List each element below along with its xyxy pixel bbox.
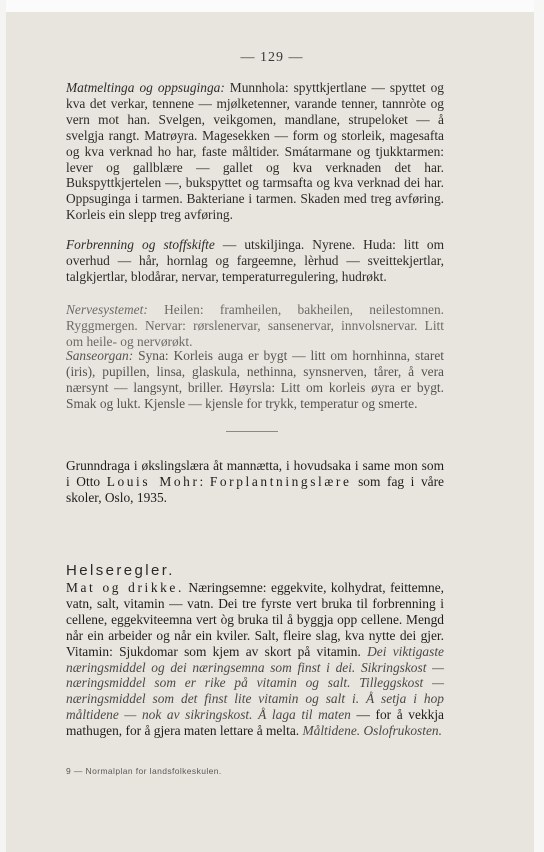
text-run: : <box>199 473 210 489</box>
paragraph-digestion <box>66 80 444 223</box>
paragraph-metabolism <box>66 237 444 285</box>
paragraph-nervous-system <box>66 302 444 350</box>
paragraph-food-and-drink <box>66 580 444 739</box>
paragraph-body: Heilen: framheilen, bakheilen, neilestomnen. Ryggmergen. Nervar: rørslenervar, sansenervar, innvolsnervar. Litt om heile- og nervørøkt. <box>66 302 444 349</box>
paragraph-body: Næringsemne: eggekvite, kolhydrat, feittemne, vatn, salt, vitamin — vatn. Dei tre fyrste vert bruka til forbrenning i cellene, eggekviteemna vert òg bruka til å byggja opp cellene. Mengd når ein arbeider og når ein kviler. Salt, fleire slag, kva nytte dei gjer. Vitamin: Sjukdomar som kjem av skort på vitamin. <box>66 580 444 659</box>
text-run: Grunndraga i økslingslæra åt mannætta, i hovudsaka i same mon som i Otto <box>66 458 444 489</box>
paragraph-lead: Matmeltinga og oppsuginga: <box>66 80 225 95</box>
book-title: Forplantningslære <box>209 473 352 489</box>
text-run: som fag i våre skoler, Oslo, 1935. <box>66 473 444 505</box>
paragraph-lead: Sanseorgan: <box>66 348 134 363</box>
scan-border-left <box>0 0 6 852</box>
paragraph-body: — utskiljinga. Nyrene. Huda: litt om overhud — hår, hornlag og fargeemne, lèrhud — sveittekjertlar, talgkjertlar, blodårar, nervar, temperaturregulering, hudrøkt. <box>66 237 444 284</box>
paragraph-body: Munnhola: spyttkjertlane — spyttet og kva det verkar, tennene — mjølketenner, varande tenner, tannròte og vern mot han. Svelgen, veikgomen, mandlane, strupeloket — å svelgja rangt. Matrøyra. Magesekken — form og storleik, magesafta og kva verknad ho har, faste måltider. Smátarmane og tjukktarmen: lever og gallblære — gallet og kva verknaden det har. Bukspyttkjertelen —, bukspyttet og tarmsafta og kva verknad dei har. Oppsuginga i tarmen. Bakteriane i tarmen. Skaden med treg avføring. Korleis ein slepp treg avføring. <box>66 80 444 223</box>
section-divider <box>226 431 278 432</box>
footnote: 9 — Normalplan for landsfolkeskulen. <box>66 766 222 776</box>
scan-border-top <box>0 0 544 12</box>
paragraph-lead: Mat og drikke. <box>66 580 184 595</box>
paragraph-body: — for å vekkja mathugen, for å gjera maten lettare å melta. <box>66 707 444 739</box>
author-name: Louis Mohr <box>106 473 200 489</box>
paragraph-body: Syna: Korleis auga er bygt — litt om hornhinna, staret (iris), pupillen, linsa, glaskula, nethinna, synsnerven, tårer, å vera nærsynt — langsynt, briller. Høyrsla: Litt om korleis øyra er bygt. Smak og lukt. Kjensle — kjensle for trykk, temperatur og smerte. <box>66 348 444 411</box>
italic-run: Måltidene. Oslofrukosten. <box>302 723 442 739</box>
paragraph-sense-organs <box>66 348 444 412</box>
italic-run: Dei viktigaste næringsmiddel og dei næringsemna som finst i dei. Sikringskost — næringsmiddel som er rike på vitamin og salt. Tilleggskost — næringsmiddel som det finst lite vitamin og salt i. Å setja i hop måltidene — nok av sikringskost. Å laga til maten <box>66 643 445 723</box>
paragraph-heredity <box>66 458 444 506</box>
scan-border-right <box>534 0 544 852</box>
paragraph-lead: Forbrenning og stoffskifte <box>66 237 215 252</box>
paragraph-lead: Nervesystemet: <box>66 302 148 317</box>
section-heading: Helseregler. <box>66 562 175 579</box>
page-number: — 129 — <box>240 50 304 65</box>
